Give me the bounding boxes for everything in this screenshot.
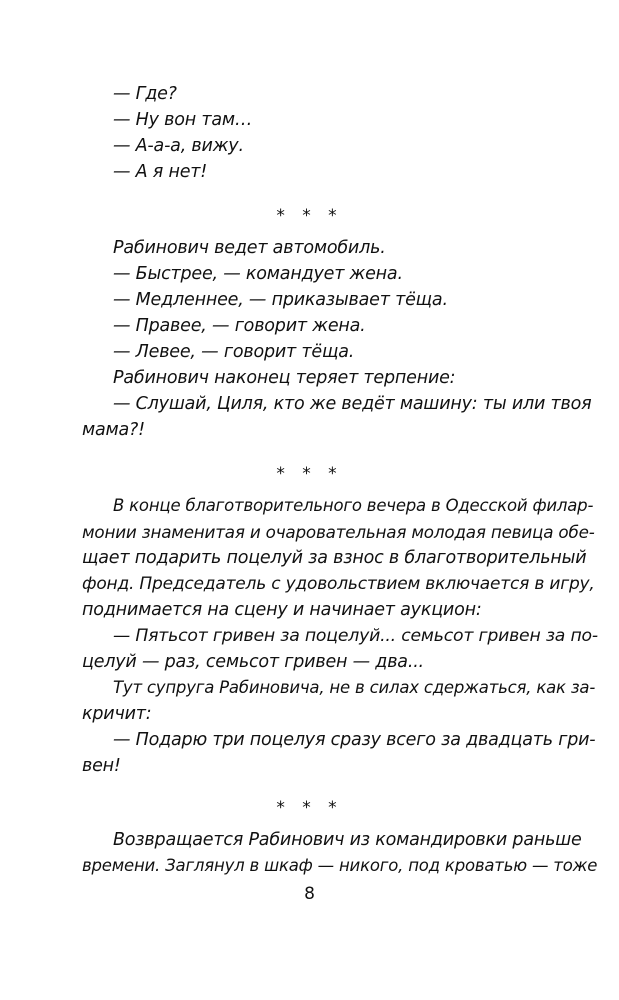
text-line: — Правее, — говорит жена. (113, 316, 366, 336)
text-line: монии знаменитая и очаровательная молодая певица обе- (82, 522, 595, 542)
text-line: фонд. Председатель с удовольствием включается в игру, (82, 574, 595, 594)
text-line: вен! (82, 756, 121, 776)
section-separator: * * * (276, 464, 343, 484)
section-separator: * * * (276, 798, 343, 818)
text-line: — Где? (113, 84, 177, 104)
text-line: — Слушай, Циля, кто же ведёт машину: ты или твоя (113, 394, 592, 414)
text-line: — Ну вон там… (113, 110, 253, 130)
text-line: В конце благотворительного вечера в Одесской филар- (113, 496, 594, 515)
text-line: — Медленнее, — приказывает тёща. (113, 290, 448, 310)
text-line: — А я нет! (113, 162, 208, 182)
page-number: 8 (304, 884, 315, 904)
text-line: щает подарить поцелуй за взнос в благотворительный (82, 548, 587, 568)
text-line: Возвращается Рабинович из командировки раньше (113, 830, 582, 850)
text-line: Рабинович наконец теряет терпение: (113, 368, 456, 388)
text-line: — Левее, — говорит тёща. (113, 342, 355, 362)
text-line: — Пятьсот гривен за поцелуй... семьсот гривен за по- (113, 626, 598, 646)
text-line: времени. Заглянул в шкаф — никого, под кроватью — тоже (82, 856, 598, 875)
text-line: — Быстрее, — командует жена. (113, 264, 403, 284)
text-line: мама?! (82, 420, 145, 440)
text-line: поднимается на сцену и начинает аукцион: (82, 600, 482, 620)
text-line: кричит: (82, 704, 152, 724)
section-separator: * * * (276, 206, 343, 226)
text-line: — А-а-а, вижу. (113, 136, 244, 156)
text-line: Тут супруга Рабиновича, не в силах сдержаться, как за- (113, 678, 596, 697)
text-line: целуй — раз, семьсот гривен — два... (82, 652, 424, 672)
text-line: Рабинович ведет автомобиль. (113, 238, 386, 258)
text-line: — Подарю три поцелуя сразу всего за двадцать гри- (113, 730, 596, 750)
